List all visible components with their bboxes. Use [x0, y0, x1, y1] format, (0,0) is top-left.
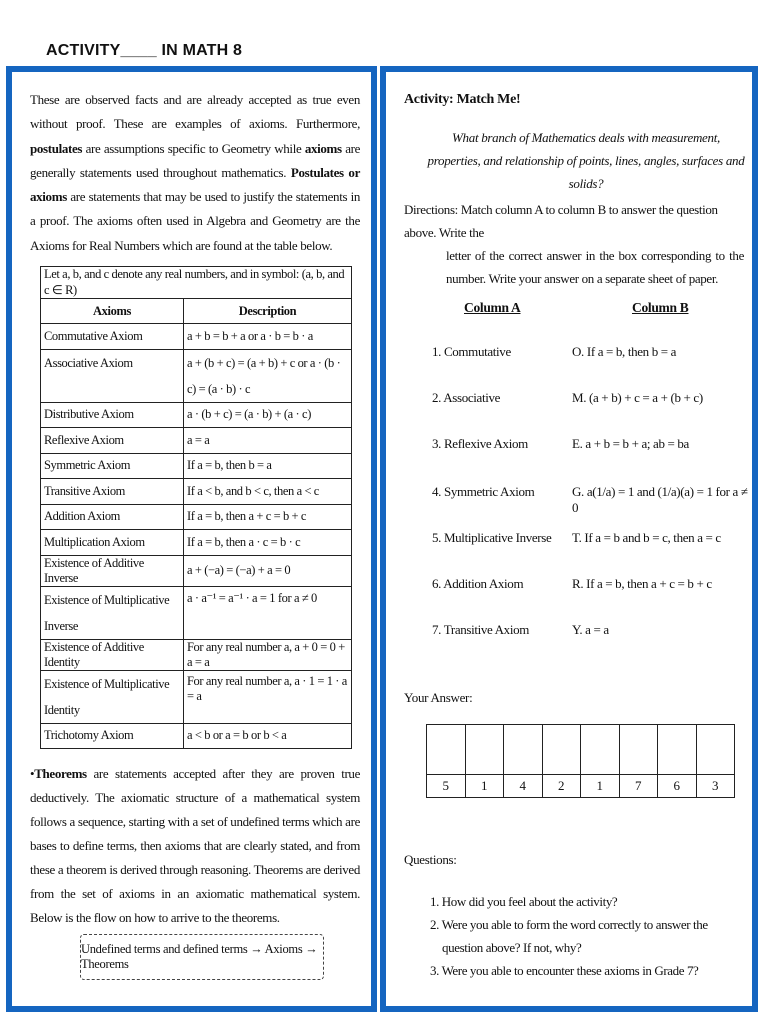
column-b-item: R. If a = b, then a + c = b + c [572, 576, 712, 591]
axioms-panel [6, 66, 377, 1012]
axiom-name: Transitive Axiom [41, 479, 184, 505]
axiom-name: Symmetric Axiom [41, 453, 184, 479]
answer-box[interactable] [427, 725, 466, 775]
axioms-term: axioms [304, 140, 342, 156]
column-b-item: O. If a = b, then b = a [572, 344, 677, 359]
column-a-item: 5. Multiplicative Inverse [432, 530, 552, 545]
column-b-item: M. (a + b) + c = a + (b + c) [572, 390, 703, 405]
questions-list [430, 890, 742, 982]
axiom-description: If a < b, and b < c, then a < c [184, 479, 352, 505]
axiom-description: If a = b, then a · c = b · c [184, 530, 352, 556]
theorem-flow-box [80, 934, 324, 980]
axiom-name: Trichotomy Axiom [41, 723, 184, 749]
answer-grid [426, 724, 735, 798]
activity-panel [380, 66, 758, 1012]
questions-label: Questions: [404, 852, 457, 867]
axiom-description: If a = b, then b = a [184, 453, 352, 479]
question-item: 3. Were you able to encounter these axioms in Grade 7? [430, 963, 699, 978]
your-answer-label: Your Answer: [404, 690, 473, 705]
column-b-header: Column B [632, 300, 689, 315]
answer-number: 1 [581, 775, 620, 798]
answer-box[interactable] [581, 725, 620, 775]
table-row [41, 555, 352, 586]
postulates-or-axioms-term: Postulates or axioms [30, 164, 360, 205]
column-a-item: 7. Transitive Axiom [432, 622, 530, 637]
answer-box[interactable] [542, 725, 581, 775]
column-b-item: G. a(1/a) = 1 and (1/a)(a) = 1 for a ≠ 0 [572, 484, 748, 515]
intro-text-1: These are observed facts and are already accepted as true even without proof. These are examples of axioms. Furthermore, [30, 92, 360, 132]
axiom-name: Multiplication Axiom [41, 530, 184, 556]
answer-box[interactable] [504, 725, 543, 775]
table-note-row [41, 267, 352, 299]
column-a-header: Column A [464, 300, 521, 315]
axiom-description: a = a [184, 428, 352, 454]
table-row [41, 402, 352, 428]
bullet: • [30, 766, 35, 781]
table-row [41, 586, 352, 639]
activity-question: What branch of Mathematics deals with measurement, properties, and relationship of points, lines, angles, surfaces and solids? [427, 130, 745, 191]
axiom-name: Addition Axiom [41, 504, 184, 530]
table-row [41, 723, 352, 749]
table-row [41, 530, 352, 556]
axiom-name: Distributive Axiom [41, 402, 184, 428]
column-b-item: T. If a = b and b = c, then a = c [572, 530, 721, 545]
intro-text-3: are generally statements used throughout mathematics. [30, 140, 361, 180]
answer-numbers-row [427, 775, 735, 798]
answer-box[interactable] [696, 725, 735, 775]
axiom-description: For any real number a, a · 1 = 1 · a = a [184, 670, 352, 723]
theorem-flow-text: Undefined terms and defined terms → Axioms → Theorems [81, 942, 318, 971]
answer-box[interactable] [658, 725, 697, 775]
answer-number: 6 [658, 775, 697, 798]
axiom-description: a + (−a) = (−a) + a = 0 [184, 555, 352, 586]
axiom-name: Associative Axiom [41, 349, 184, 402]
axiom-description: If a = b, then a + c = b + c [184, 504, 352, 530]
intro-text-2: are assumptions specific to Geometry while [85, 140, 302, 156]
answer-number: 1 [465, 775, 504, 798]
table-row [41, 324, 352, 350]
answer-number: 4 [504, 775, 543, 798]
theorems-term: Theorems [34, 766, 87, 781]
description-column-header: Description [184, 299, 352, 324]
axiom-name: Existence of Multiplicative Identity [41, 670, 184, 723]
column-a-item: 6. Addition Axiom [432, 576, 524, 591]
answer-number: 3 [696, 775, 735, 798]
directions [404, 198, 744, 290]
postulates-term: postulates [30, 140, 83, 156]
column-a-item: 2. Associative [432, 390, 501, 405]
answer-number: 5 [427, 775, 466, 798]
table-header-row [41, 299, 352, 324]
theorems-text: are statements accepted after they are proven true deductively. The axiomatic structure of a mathematical system follows a sequence, starting with a set of undefined terms which are bases to define terms, then axioms that are clearly stated, and from these a theorem is derived through reasoning. Theorems are derived from the set of axioms in an axiomatic mathematical system. Below is the flow on how to arrive to the theorems. [30, 766, 361, 925]
column-b-item: Y. a = a [572, 622, 609, 637]
answer-number: 7 [619, 775, 658, 798]
activity-title: Activity: Match Me! [404, 92, 521, 107]
intro-text-4: are statements that may be used to justify the statements in a proof. The axioms often used in Algebra and Geometry are the Axioms for Real Numbers which are found at the table below. [30, 189, 360, 253]
column-b-item: E. a + b = b + a; ab = ba [572, 436, 689, 451]
table-row [41, 349, 352, 402]
axiom-name: Existence of Additive Identity [41, 639, 184, 670]
axioms-column-header: Axioms [41, 299, 184, 324]
question-item: 1. How did you feel about the activity? [430, 894, 618, 909]
axiom-description: a · (b + c) = (a · b) + (a · c) [184, 402, 352, 428]
axiom-description: a < b or a = b or b < a [184, 723, 352, 749]
answer-number: 2 [542, 775, 581, 798]
table-row [41, 479, 352, 505]
answer-box[interactable] [619, 725, 658, 775]
axiom-name: Existence of Additive Inverse [41, 555, 184, 586]
axiom-description: a + (b + c) = (a + b) + c or a · (b · c) = (a · b) · c [184, 349, 352, 402]
axiom-description: a · a⁻¹ = a⁻¹ · a = 1 for a ≠ 0 [184, 586, 352, 639]
axiom-description: a + b = b + a or a · b = b · a [184, 324, 352, 350]
page-title: ACTIVITY____ IN MATH 8 [46, 42, 243, 59]
table-note: Let a, b, and c denote any real numbers, and in symbol: (a, b, and c ∈ R) [41, 267, 352, 299]
column-a-item: 4. Symmetric Axiom [432, 484, 535, 499]
axiom-name: Reflexive Axiom [41, 428, 184, 454]
table-row [41, 428, 352, 454]
table-row [41, 504, 352, 530]
axiom-description: For any real number a, a + 0 = 0 + a = a [184, 639, 352, 670]
intro-paragraph [30, 88, 360, 258]
column-a-item: 3. Reflexive Axiom [432, 436, 528, 451]
axiom-name: Existence of Multiplicative Inverse [41, 586, 184, 639]
axiom-name: Commutative Axiom [41, 324, 184, 350]
directions-rest: letter of the correct answer in the box corresponding to the number. Write your answer on a separate sheet of paper. [446, 248, 744, 286]
table-row [41, 670, 352, 723]
axioms-table [40, 266, 352, 749]
theorems-paragraph [30, 762, 360, 930]
table-row [41, 453, 352, 479]
table-row [41, 639, 352, 670]
answer-boxes-row [427, 725, 735, 775]
answer-box[interactable] [465, 725, 504, 775]
directions-lead: Directions: Match column A to column B to answer the question above. Write the [404, 202, 718, 240]
question-item: 2. Were you able to form the word correctly to answer the question above? If not, why? [430, 917, 708, 955]
column-a-item: 1. Commutative [432, 344, 511, 359]
